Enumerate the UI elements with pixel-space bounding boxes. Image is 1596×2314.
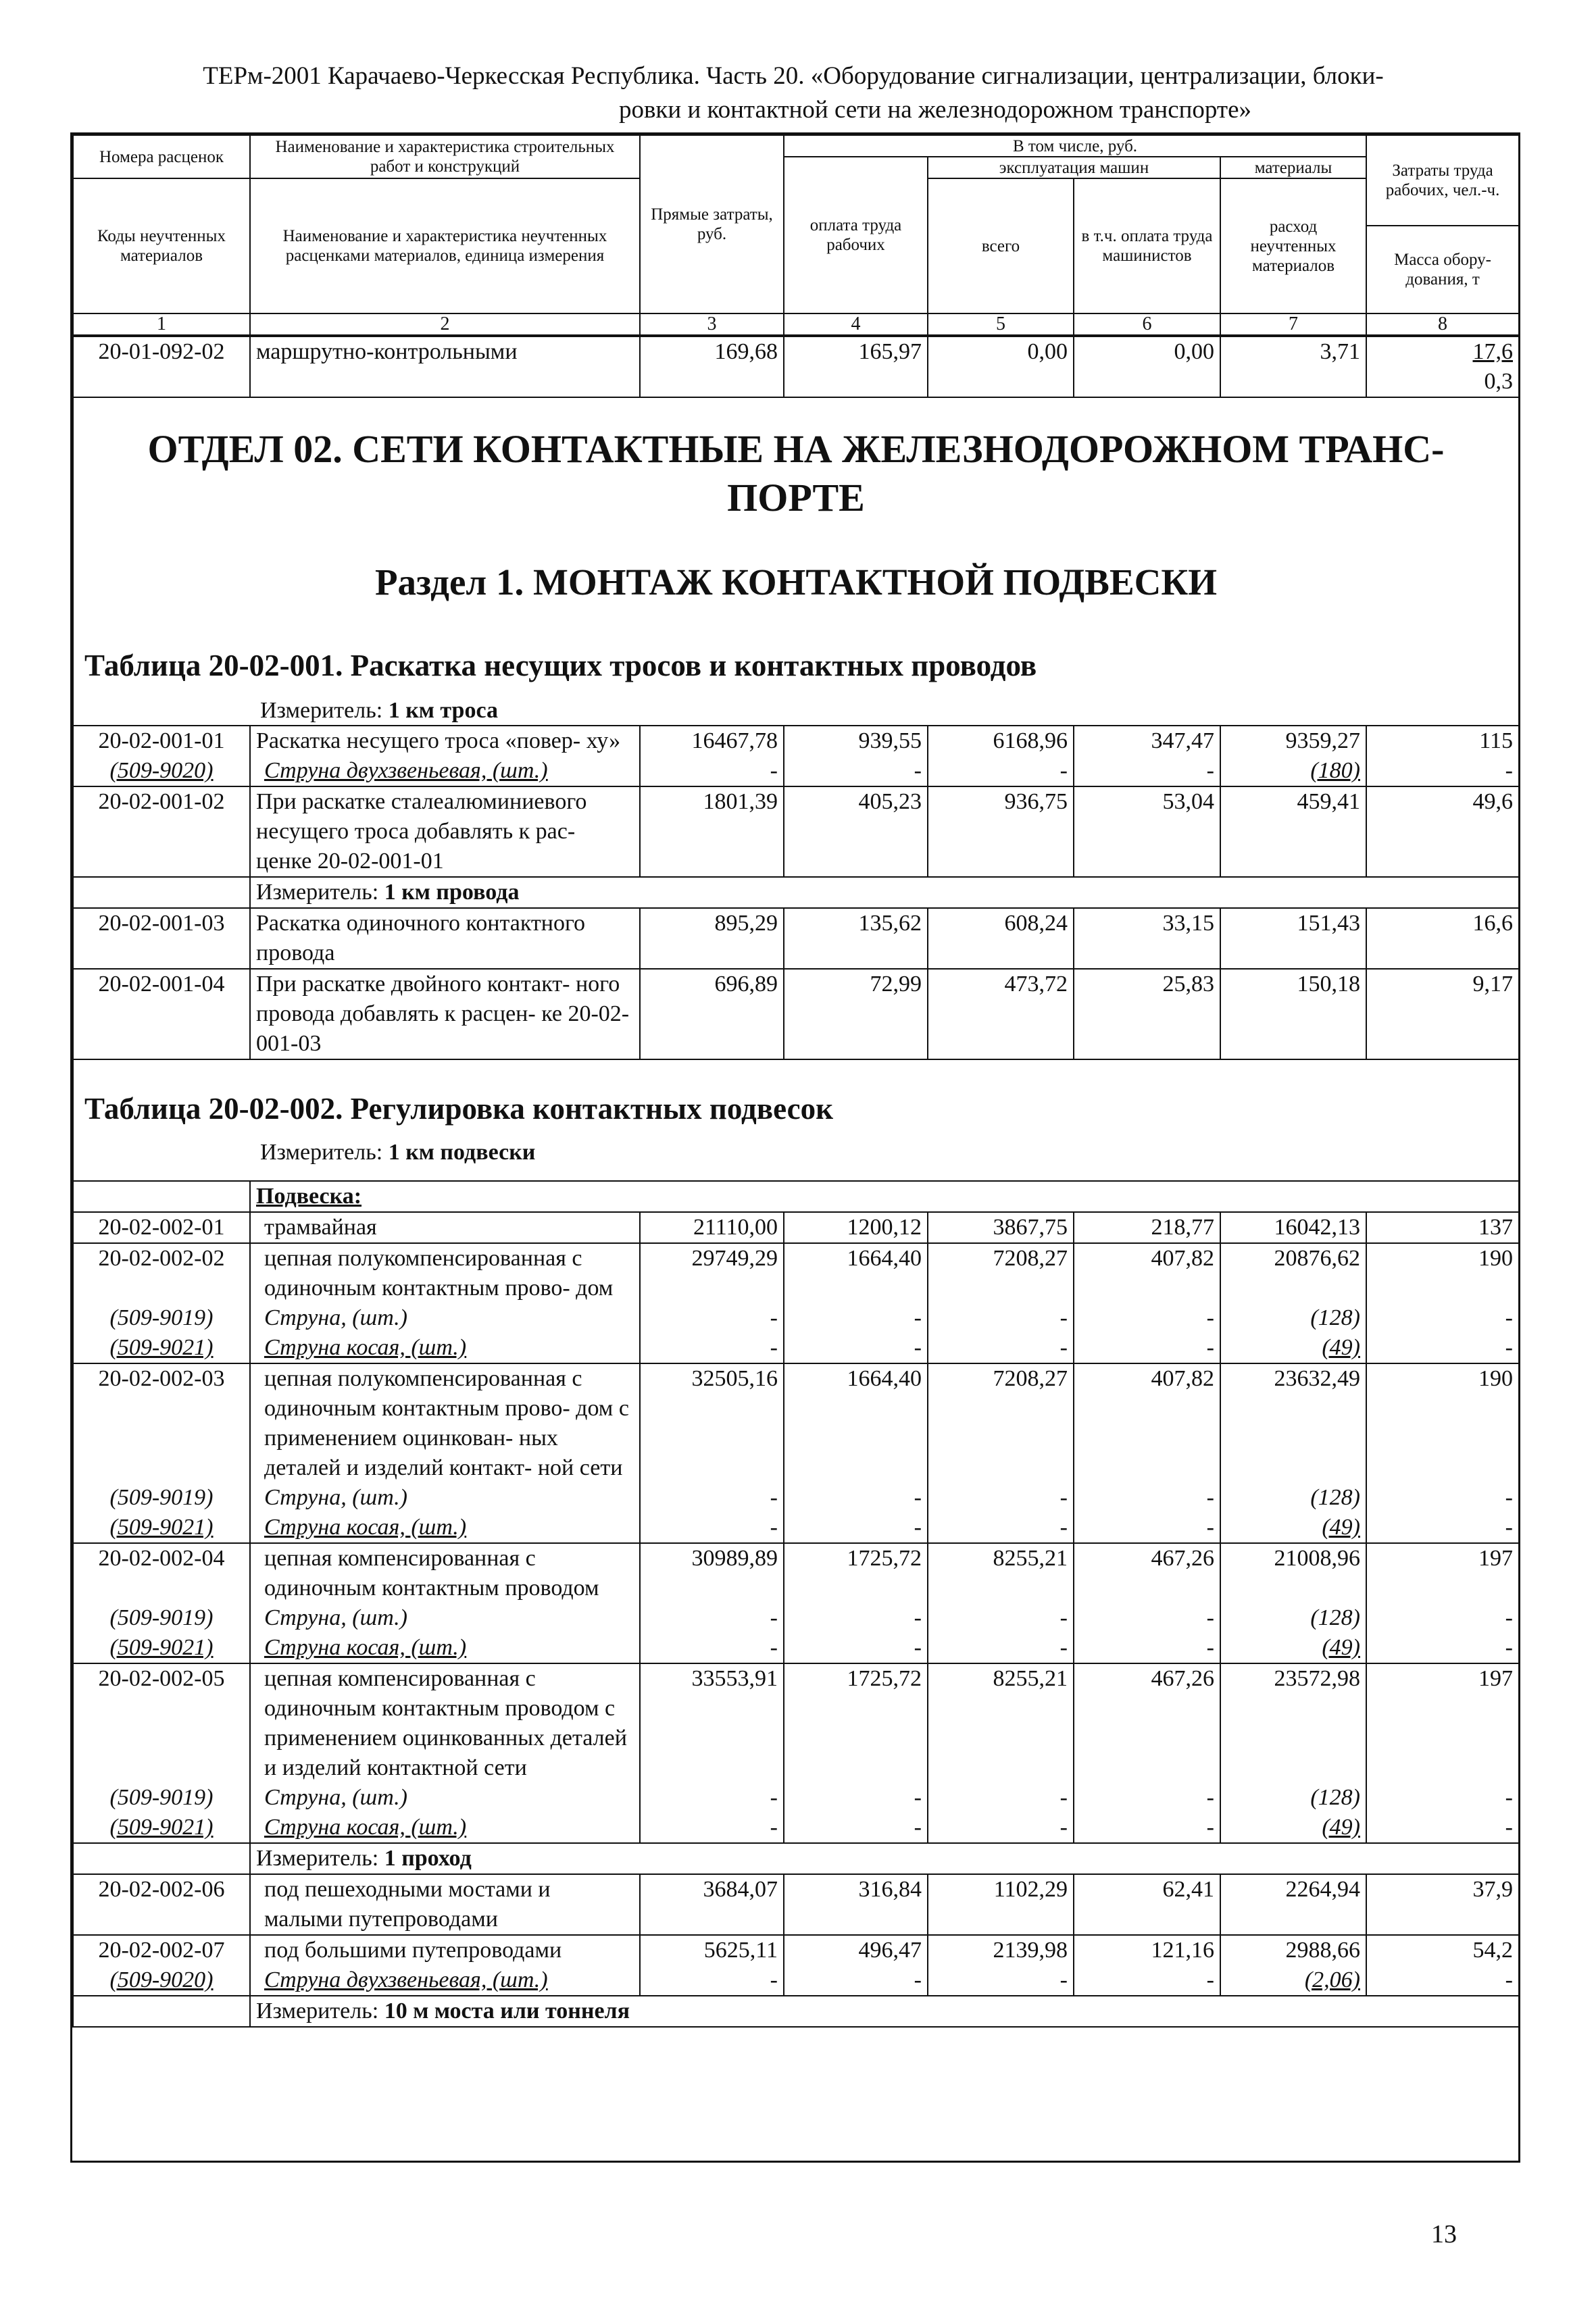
cell-dash: - bbox=[784, 756, 928, 786]
rate-name: цепная полукомпенсированная с одиночным контактным прово- дом bbox=[250, 1243, 640, 1303]
cell-dash: - bbox=[640, 1513, 784, 1543]
cell-materials: 2264,94 bbox=[1220, 1874, 1366, 1935]
rate-code: 20-02-002-04 bbox=[73, 1543, 250, 1603]
col1-bottom-header: Коды неучтенных материалов bbox=[73, 178, 250, 313]
material-row bbox=[73, 756, 1519, 786]
material-code: (509-9020) bbox=[73, 1965, 250, 1996]
cell-dash: - bbox=[640, 1783, 784, 1813]
header-line-2: ровки и контактной сети на железнодорожном транспорте» bbox=[618, 96, 1252, 124]
material-code: (509-9021) bbox=[73, 1633, 250, 1663]
document-frame bbox=[70, 132, 1520, 2163]
material-row bbox=[73, 1783, 1519, 1813]
cell-dash: - bbox=[1074, 1483, 1220, 1513]
material-code: (509-9019) bbox=[73, 1303, 250, 1333]
measure-label: Измеритель: bbox=[256, 1846, 384, 1871]
table1-measure bbox=[79, 697, 1513, 725]
cell-direct-cost: 21110,00 bbox=[640, 1212, 784, 1243]
material-code: (509-9021) bbox=[73, 1513, 250, 1543]
cell-direct-cost: 5625,11 bbox=[640, 1935, 784, 1965]
cell-dash: - bbox=[1366, 1965, 1519, 1996]
equipment-mass-value: 0,3 bbox=[1484, 369, 1513, 394]
cell-materials: 151,43 bbox=[1220, 908, 1366, 969]
cell-materials-qty: (128) bbox=[1220, 1483, 1366, 1513]
cell-machinists-pay: 218,77 bbox=[1074, 1212, 1220, 1243]
cell-dash: - bbox=[928, 1965, 1074, 1996]
table1-title: Таблица 20-02-001. Раскатка несущих тросов и контактных проводов bbox=[84, 649, 1037, 682]
table-row bbox=[73, 336, 1519, 397]
cell-machinists-pay: 467,26 bbox=[1074, 1543, 1220, 1603]
rate-code: 20-01-092-02 bbox=[73, 336, 250, 397]
cell-labor-hours: 115 bbox=[1366, 726, 1519, 756]
cell-dash: - bbox=[640, 1813, 784, 1843]
cell-dash: - bbox=[640, 1333, 784, 1363]
cell-dash: - bbox=[928, 1513, 1074, 1543]
measure-row bbox=[73, 877, 1519, 908]
table-row bbox=[73, 1363, 1519, 1483]
table2-measure-2 bbox=[250, 1843, 1519, 1874]
cell-machines-total: 3867,75 bbox=[928, 1212, 1074, 1243]
cell-labor-hours: 137 bbox=[1366, 1212, 1519, 1243]
cell-labor-pay: 72,99 bbox=[784, 969, 928, 1059]
cell-dash: - bbox=[928, 1333, 1074, 1363]
cell-dash: - bbox=[1074, 1513, 1220, 1543]
cell-machines-total: 7208,27 bbox=[928, 1363, 1074, 1483]
table-row bbox=[73, 1935, 1519, 1965]
otdel-title: ОТДЕЛ 02. СЕТИ КОНТАКТНЫЕ НА ЖЕЛЕЗНОДОРОЖНОМ ТРАНС- ПОРТЕ bbox=[147, 427, 1445, 520]
table1-measure-2 bbox=[250, 877, 1519, 908]
cell-materials-qty: (128) bbox=[1220, 1603, 1366, 1633]
cell-labor-hours: 197 bbox=[1366, 1663, 1519, 1783]
cell-machinists-pay: 407,82 bbox=[1074, 1243, 1220, 1303]
incl-header: В том числе, руб. bbox=[784, 135, 1366, 157]
rate-name: под большими путепроводами bbox=[250, 1935, 640, 1965]
cell-machines-total: 7208,27 bbox=[928, 1243, 1074, 1303]
cell-labor-pay: 1200,12 bbox=[784, 1212, 928, 1243]
cell-labor-pay: 1664,40 bbox=[784, 1363, 928, 1483]
measure-value: 1 км провода bbox=[384, 880, 520, 905]
cell-direct-cost: 169,68 bbox=[640, 336, 784, 397]
cell-machinists-pay: 467,26 bbox=[1074, 1663, 1220, 1783]
measure-label: Измеритель: bbox=[260, 698, 389, 723]
cell-machines-total: 8255,21 bbox=[928, 1543, 1074, 1603]
cell-dash: - bbox=[928, 1813, 1074, 1843]
material-row bbox=[73, 1633, 1519, 1663]
col2-bottom-header: Наименование и характеристика неучтенных расценками материалов, единица измерения bbox=[250, 178, 640, 313]
cell-labor-pay: 1725,72 bbox=[784, 1663, 928, 1783]
group-label-cell bbox=[250, 1181, 1519, 1212]
cell-machines-total: 1102,29 bbox=[928, 1874, 1074, 1935]
rate-code: 20-02-002-07 bbox=[73, 1935, 250, 1965]
material-name: Струна косая, (шт.) bbox=[250, 1513, 640, 1543]
rate-name: Раскатка одиночного контактного провода bbox=[250, 908, 640, 969]
rate-code: 20-02-002-03 bbox=[73, 1363, 250, 1483]
cell-dash: - bbox=[1366, 1603, 1519, 1633]
cell-direct-cost: 696,89 bbox=[640, 969, 784, 1059]
col-num-3: 3 bbox=[640, 313, 784, 335]
col-num-2: 2 bbox=[250, 313, 640, 335]
rate-name: трамвайная bbox=[250, 1212, 640, 1243]
cell-dash: - bbox=[1074, 1965, 1220, 1996]
rate-name: цепная полукомпенсированная с одиночным контактным прово- дом с применением оцинкован- ных деталей и изделий контакт- ной сети bbox=[250, 1363, 640, 1483]
cell-dash: - bbox=[640, 1965, 784, 1996]
material-row bbox=[73, 1965, 1519, 1996]
cell-materials-qty: (49) bbox=[1220, 1633, 1366, 1663]
col6-header: в т.ч. оплата труда машинистов bbox=[1074, 178, 1220, 313]
expl-header: эксплуатация машин bbox=[928, 157, 1220, 178]
cell-dash: - bbox=[784, 1783, 928, 1813]
cell-labor-hours: 9,17 bbox=[1366, 969, 1519, 1059]
column-header-table bbox=[72, 134, 1520, 336]
header-line-1: ТЕРм-2001 Карачаево-Черкесская Республика. Часть 20. «Оборудование сигнализации, централизации, блоки- bbox=[203, 62, 1384, 90]
cell-materials: 459,41 bbox=[1220, 786, 1366, 877]
cell-direct-cost: 895,29 bbox=[640, 908, 784, 969]
cell-dash: - bbox=[1366, 1513, 1519, 1543]
cell-labor-hours: 49,6 bbox=[1366, 786, 1519, 877]
cell-materials-qty: (128) bbox=[1220, 1783, 1366, 1813]
rate-code: 20-02-002-05 bbox=[73, 1663, 250, 1783]
cell-labor-hours: 16,6 bbox=[1366, 908, 1519, 969]
material-code: (509-9021) bbox=[73, 1813, 250, 1843]
material-row bbox=[73, 1813, 1519, 1843]
table-row bbox=[73, 969, 1519, 1059]
table-row bbox=[73, 786, 1519, 877]
table-row bbox=[73, 1243, 1519, 1303]
cell-materials-qty: (49) bbox=[1220, 1513, 1366, 1543]
col8-top-header: Затраты труда рабочих, чел.-ч. bbox=[1366, 135, 1519, 226]
cell-dash: - bbox=[1074, 1303, 1220, 1333]
material-code: (509-9019) bbox=[73, 1603, 250, 1633]
cell-materials-qty: (49) bbox=[1220, 1333, 1366, 1363]
cell-dash: - bbox=[1366, 756, 1519, 786]
cell-dash: - bbox=[1366, 1333, 1519, 1363]
table-row bbox=[73, 908, 1519, 969]
cell-dash: - bbox=[928, 1483, 1074, 1513]
cell-dash: - bbox=[928, 1633, 1074, 1663]
col1-top-header: Номера расценок bbox=[73, 135, 250, 178]
material-name: Струна двухзвеньевая, (шт.) bbox=[250, 1965, 640, 1996]
material-row bbox=[73, 1513, 1519, 1543]
cell-labor-pay: 1664,40 bbox=[784, 1243, 928, 1303]
material-code: (509-9020) bbox=[73, 756, 250, 786]
cell-materials-qty: (2,06) bbox=[1220, 1965, 1366, 1996]
cell-dash: - bbox=[1366, 1483, 1519, 1513]
measure-value: 1 км подвески bbox=[388, 1140, 536, 1165]
measure-label: Измеритель: bbox=[256, 1998, 384, 2023]
table2-title: Таблица 20-02-002. Регулировка контактных подвесок bbox=[84, 1092, 834, 1126]
cell-dash: - bbox=[784, 1965, 928, 1996]
col-num-8: 8 bbox=[1366, 313, 1519, 335]
cell-dash: - bbox=[784, 1633, 928, 1663]
rate-name: цепная компенсированная с одиночным контактным проводом с применением оцинкованных деталей и изделий контактной сети bbox=[250, 1663, 640, 1783]
cell-machinists-pay: 407,82 bbox=[1074, 1363, 1220, 1483]
cell-machinists-pay: 25,83 bbox=[1074, 969, 1220, 1059]
material-name: Струна, (шт.) bbox=[250, 1483, 640, 1513]
mat-header: материалы bbox=[1220, 157, 1366, 178]
cell-materials: 2988,66 bbox=[1220, 1935, 1366, 1965]
cell-dash: - bbox=[784, 1333, 928, 1363]
cell-machines-total: 608,24 bbox=[928, 908, 1074, 969]
material-code: (509-9021) bbox=[73, 1333, 250, 1363]
material-row bbox=[73, 1483, 1519, 1513]
rate-name: При раскатке сталеалюминиевого несущего троса добавлять к рас- ценке 20-02-001-01 bbox=[250, 786, 640, 877]
cell-labor-pay: 316,84 bbox=[784, 1874, 928, 1935]
cell-machinists-pay: 53,04 bbox=[1074, 786, 1220, 877]
rate-name: под пешеходными мостами и малыми путепроводами bbox=[250, 1874, 640, 1935]
cell-materials: 150,18 bbox=[1220, 969, 1366, 1059]
cell-dash: - bbox=[1074, 1603, 1220, 1633]
table-row bbox=[73, 1874, 1519, 1935]
cell-dash: - bbox=[1366, 1813, 1519, 1843]
cell-materials: 16042,13 bbox=[1220, 1212, 1366, 1243]
cell-dash: - bbox=[784, 1603, 928, 1633]
measure-row bbox=[73, 1996, 1519, 2027]
cell-machines-total: 473,72 bbox=[928, 969, 1074, 1059]
cell-machinists-pay: 121,16 bbox=[1074, 1935, 1220, 1965]
table-row bbox=[73, 1212, 1519, 1243]
cell-materials: 21008,96 bbox=[1220, 1543, 1366, 1603]
cell-labor-hours: 190 bbox=[1366, 1363, 1519, 1483]
measure-row bbox=[73, 1843, 1519, 1874]
material-name: Струна косая, (шт.) bbox=[250, 1813, 640, 1843]
cell-dash: - bbox=[928, 1303, 1074, 1333]
cell-machines-total: 2139,98 bbox=[928, 1935, 1074, 1965]
cell-dash: - bbox=[928, 1603, 1074, 1633]
cell-dash: - bbox=[1366, 1303, 1519, 1333]
rate-code: 20-02-002-01 bbox=[73, 1212, 250, 1243]
measure-value: 1 проход bbox=[384, 1846, 472, 1871]
cell-dash: - bbox=[1074, 1783, 1220, 1813]
col3-header: Прямые затраты, руб. bbox=[640, 135, 784, 313]
measure-label: Измеритель: bbox=[260, 1140, 389, 1165]
page-number: 13 bbox=[1431, 2220, 1457, 2248]
material-name: Струна, (шт.) bbox=[250, 1783, 640, 1813]
cell-direct-cost: 29749,29 bbox=[640, 1243, 784, 1303]
cell-labor-pay: 1725,72 bbox=[784, 1543, 928, 1603]
cell-materials: 9359,27 bbox=[1220, 726, 1366, 756]
cell-labor-hours bbox=[1366, 336, 1519, 397]
cell-materials: 23632,49 bbox=[1220, 1363, 1366, 1483]
cell-dash: - bbox=[1074, 756, 1220, 786]
labor-hours-value: 17,6 bbox=[1472, 339, 1513, 364]
col-num-5: 5 bbox=[928, 313, 1074, 335]
cell-materials-qty: (49) bbox=[1220, 1813, 1366, 1843]
material-name: Струна косая, (шт.) bbox=[250, 1633, 640, 1663]
group-label: Подвеска: bbox=[256, 1184, 362, 1209]
cell-materials: 20876,62 bbox=[1220, 1243, 1366, 1303]
rate-name: цепная компенсированная с одиночным контактным проводом bbox=[250, 1543, 640, 1603]
cell-dash: - bbox=[1074, 1633, 1220, 1663]
cell-dash: - bbox=[640, 1633, 784, 1663]
col5-header: всего bbox=[928, 178, 1074, 313]
cell-materials: 3,71 bbox=[1220, 336, 1366, 397]
cell-machinists-pay: 347,47 bbox=[1074, 726, 1220, 756]
cell-dash: - bbox=[784, 1813, 928, 1843]
cell-dash: - bbox=[784, 1483, 928, 1513]
cell-labor-hours: 197 bbox=[1366, 1543, 1519, 1603]
cell-dash: - bbox=[1074, 1813, 1220, 1843]
cell-machines-total: 8255,21 bbox=[928, 1663, 1074, 1783]
cell-direct-cost: 33553,91 bbox=[640, 1663, 784, 1783]
group-row bbox=[73, 1181, 1519, 1212]
cell-dash: - bbox=[640, 1303, 784, 1333]
cell-labor-hours: 190 bbox=[1366, 1243, 1519, 1303]
cell-labor-pay: 135,62 bbox=[784, 908, 928, 969]
data-table bbox=[72, 336, 1520, 2028]
rate-code: 20-02-001-02 bbox=[73, 786, 250, 877]
cell-dash: - bbox=[784, 1303, 928, 1333]
material-name: Струна косая, (шт.) bbox=[250, 1333, 640, 1363]
rate-code: 20-02-001-03 bbox=[73, 908, 250, 969]
cell-dash: - bbox=[1366, 1783, 1519, 1813]
cell-direct-cost: 3684,07 bbox=[640, 1874, 784, 1935]
section-title-row bbox=[73, 1059, 1519, 1181]
table-row bbox=[73, 1663, 1519, 1783]
cell-materials-qty: (128) bbox=[1220, 1303, 1366, 1333]
cell-machines-total: 936,75 bbox=[928, 786, 1074, 877]
cell-machinists-pay: 33,15 bbox=[1074, 908, 1220, 969]
table-row bbox=[73, 726, 1519, 756]
table-row bbox=[73, 1543, 1519, 1603]
cell-dash: - bbox=[928, 1783, 1074, 1813]
cell-direct-cost: 1801,39 bbox=[640, 786, 784, 877]
cell-machinists-pay: 62,41 bbox=[1074, 1874, 1220, 1935]
cell-labor-pay: 165,97 bbox=[784, 336, 928, 397]
cell-direct-cost: 30989,89 bbox=[640, 1543, 784, 1603]
col-num-4: 4 bbox=[784, 313, 928, 335]
measure-label: Измеритель: bbox=[256, 880, 384, 905]
material-row bbox=[73, 1333, 1519, 1363]
rate-code: 20-02-002-06 bbox=[73, 1874, 250, 1935]
measure-value: 1 км троса bbox=[388, 698, 498, 723]
material-row bbox=[73, 1303, 1519, 1333]
cell-materials-qty: (180) bbox=[1220, 756, 1366, 786]
col2-top-header: Наименование и характеристика строительных работ и конструкций bbox=[250, 135, 640, 178]
col7-header: расход неучтенных материалов bbox=[1220, 178, 1366, 313]
cell-labor-hours: 54,2 bbox=[1366, 1935, 1519, 1965]
razdel-title: Раздел 1. МОНТАЖ КОНТАКТНОЙ ПОДВЕСКИ bbox=[374, 561, 1218, 603]
col8-bottom-header: Масса обору- дования, т bbox=[1366, 226, 1519, 313]
cell-machines-total: 0,00 bbox=[928, 336, 1074, 397]
col4-header: оплата труда рабочих bbox=[784, 157, 928, 313]
cell-dash: - bbox=[1074, 1333, 1220, 1363]
col-num-1: 1 bbox=[73, 313, 250, 335]
cell-direct-cost: 32505,16 bbox=[640, 1363, 784, 1483]
cell-labor-pay: 405,23 bbox=[784, 786, 928, 877]
measure-value: 10 м моста или тоннеля bbox=[384, 1998, 630, 2023]
rate-code: 20-02-002-02 bbox=[73, 1243, 250, 1303]
cell-dash: - bbox=[928, 756, 1074, 786]
material-name: Струна, (шт.) bbox=[250, 1603, 640, 1633]
table2-measure bbox=[79, 1138, 1513, 1167]
cell-labor-pay: 939,55 bbox=[784, 726, 928, 756]
cell-materials: 23572,98 bbox=[1220, 1663, 1366, 1783]
cell-machines-total: 6168,96 bbox=[928, 726, 1074, 756]
cell-dash: - bbox=[640, 1483, 784, 1513]
rate-name: Раскатка несущего троса «повер- ху» bbox=[250, 726, 640, 756]
cell-dash: - bbox=[640, 1603, 784, 1633]
rate-code: 20-02-001-04 bbox=[73, 969, 250, 1059]
cell-dash: - bbox=[784, 1513, 928, 1543]
cell-dash: - bbox=[640, 756, 784, 786]
material-code: (509-9019) bbox=[73, 1483, 250, 1513]
table2-measure-3 bbox=[250, 1996, 1519, 2027]
cell-machinists-pay: 0,00 bbox=[1074, 336, 1220, 397]
col-num-7: 7 bbox=[1220, 313, 1366, 335]
material-row bbox=[73, 1603, 1519, 1633]
document-header bbox=[70, 59, 1516, 127]
cell-labor-hours: 37,9 bbox=[1366, 1874, 1519, 1935]
material-name: Струна двухзвеньевая, (шт.) bbox=[250, 756, 640, 786]
rate-name: маршрутно-контрольными bbox=[250, 336, 640, 397]
col-num-6: 6 bbox=[1074, 313, 1220, 335]
rate-code: 20-02-001-01 bbox=[73, 726, 250, 756]
section-title-row bbox=[73, 397, 1519, 726]
cell-labor-pay: 496,47 bbox=[784, 1935, 928, 1965]
cell-direct-cost: 16467,78 bbox=[640, 726, 784, 756]
material-code: (509-9019) bbox=[73, 1783, 250, 1813]
cell-dash: - bbox=[1366, 1633, 1519, 1663]
rate-name: При раскатке двойного контакт- ного провода добавлять к расцен- ке 20-02-001-03 bbox=[250, 969, 640, 1059]
material-name: Струна, (шт.) bbox=[250, 1303, 640, 1333]
